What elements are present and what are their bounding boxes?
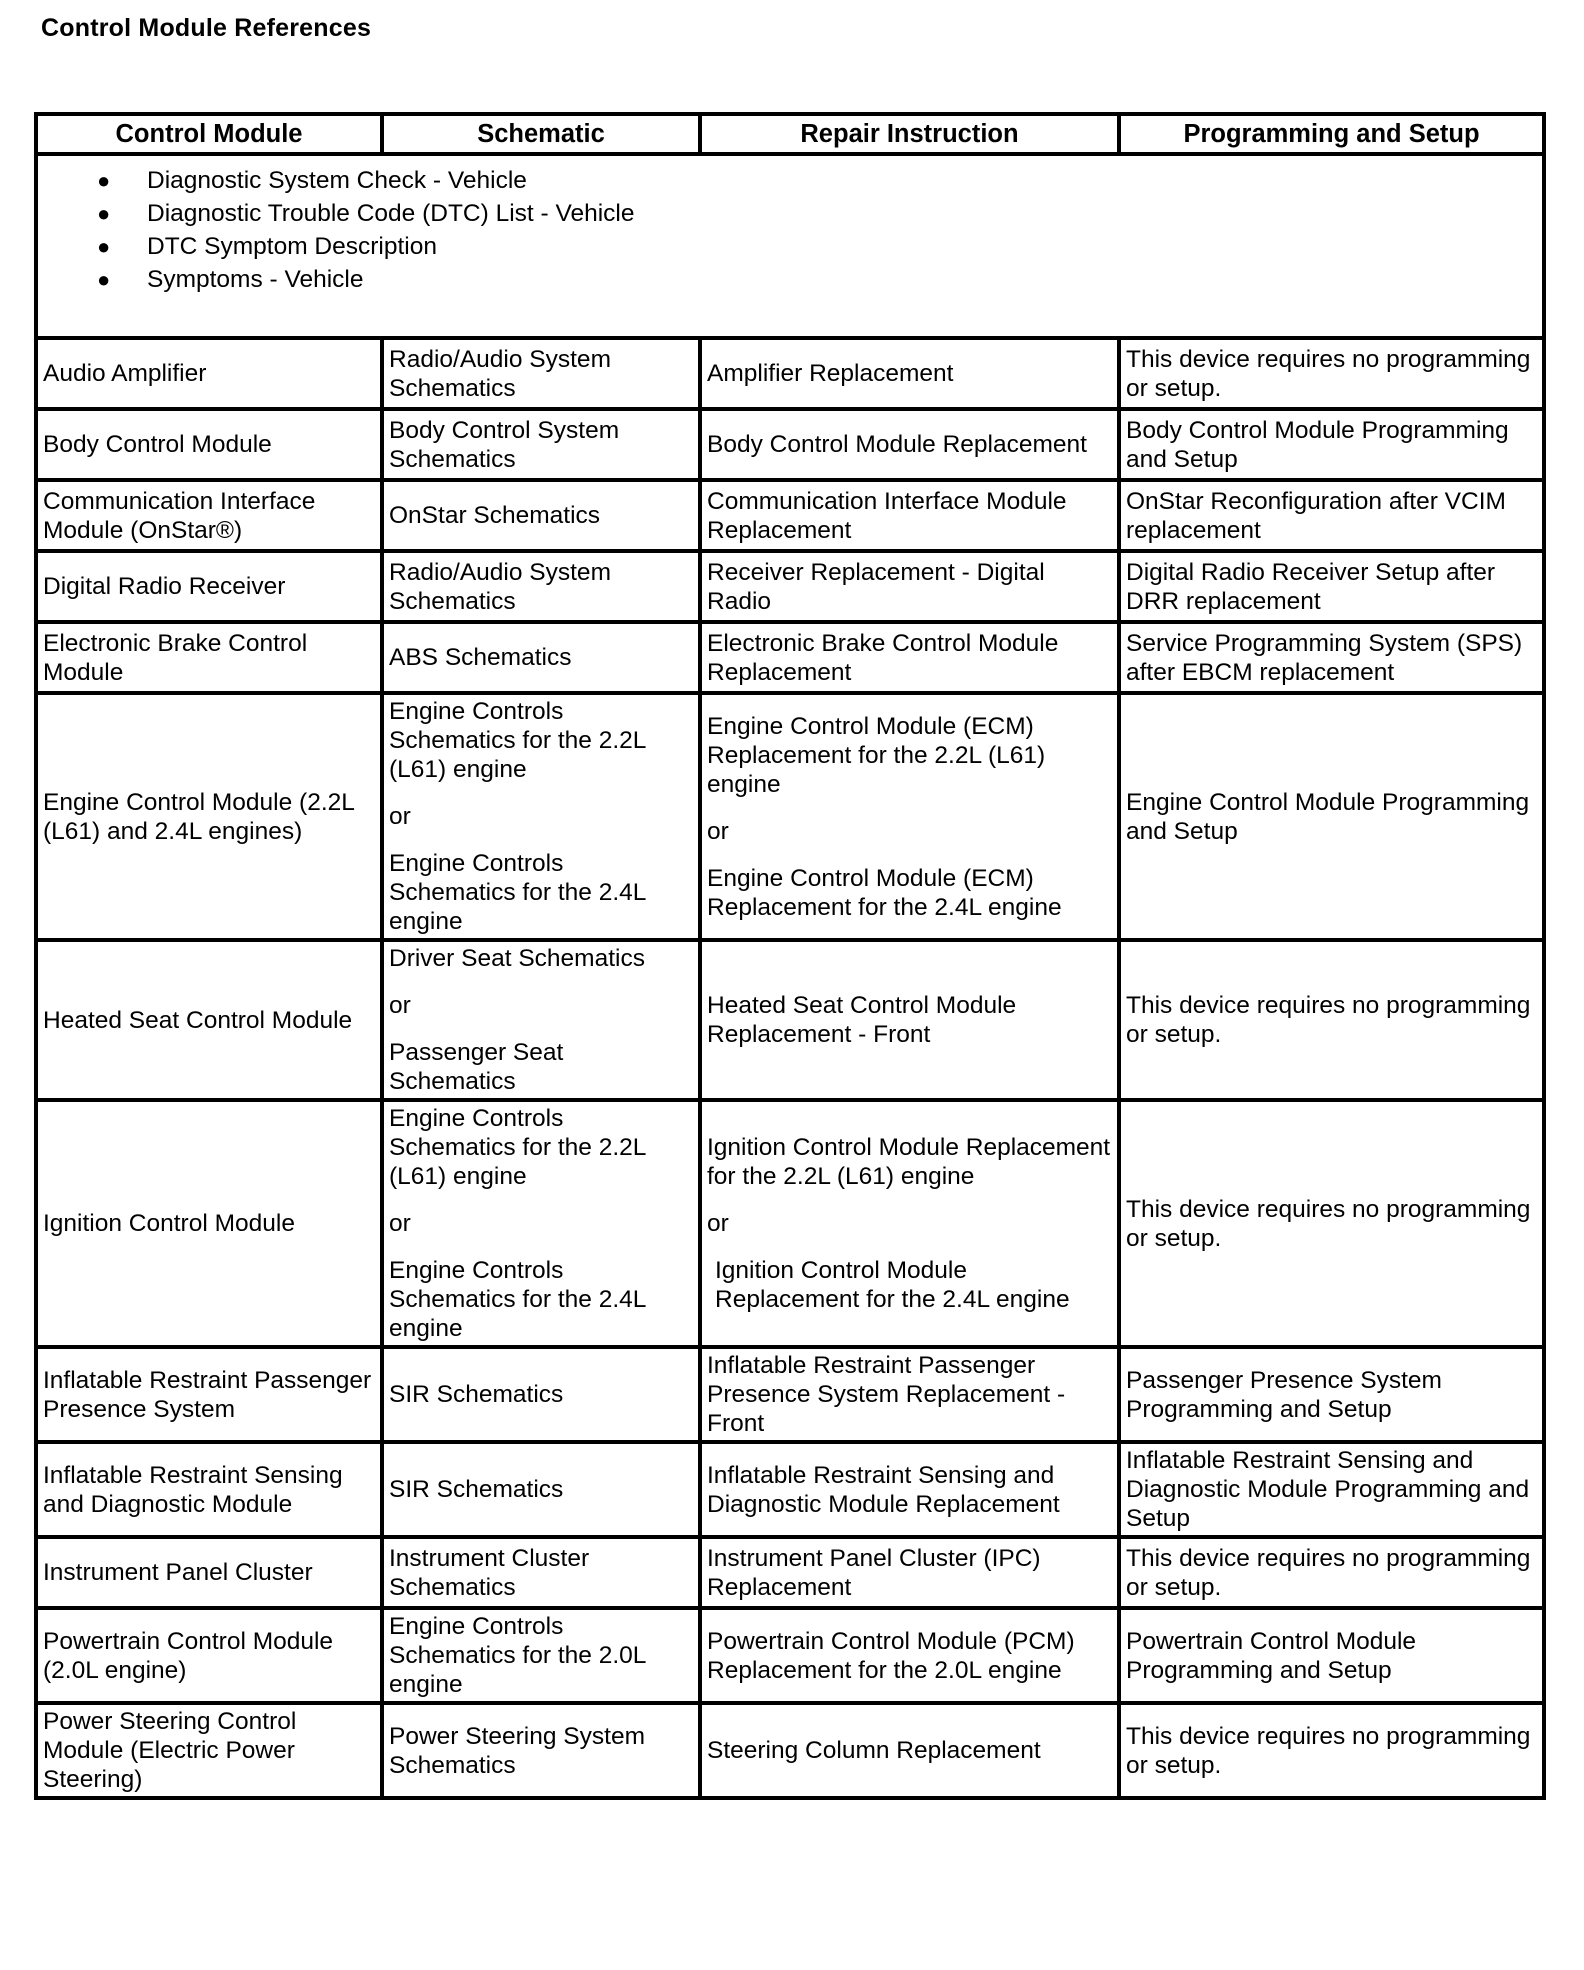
schematic-link[interactable]: Radio/Audio System Schematics: [382, 338, 700, 409]
intro-list: [43, 164, 1538, 296]
programming-cell: This device requires no programming or setup.: [1119, 1537, 1544, 1608]
repair-link[interactable]: Body Control Module Replacement: [700, 409, 1119, 480]
repair-link[interactable]: Engine Control Module (ECM) Replacement for the 2.4L engine: [707, 864, 1062, 921]
module-cell: Engine Control Module (2.2L (L61) and 2.4L engines): [36, 693, 382, 940]
module-cell: Body Control Module: [36, 409, 382, 480]
programming-link[interactable]: Inflatable Restraint Sensing and Diagnostic Module Programming and Setup: [1119, 1442, 1544, 1537]
or-text: or: [389, 992, 411, 1019]
table-row: [36, 1608, 1544, 1703]
programming-link[interactable]: Body Control Module Programming and Setup: [1119, 409, 1544, 480]
intro-item-text[interactable]: Symptoms - Vehicle: [147, 266, 364, 293]
schematic-link[interactable]: SIR Schematics: [382, 1442, 700, 1537]
bullet-icon: ●: [97, 201, 111, 226]
repair-cell: [700, 1100, 1119, 1347]
module-cell: Communication Interface Module (OnStar®): [36, 480, 382, 551]
repair-link[interactable]: Inflatable Restraint Sensing and Diagnostic Module Replacement: [700, 1442, 1119, 1537]
module-cell: Power Steering Control Module (Electric Power Steering): [36, 1703, 382, 1798]
repair-link[interactable]: Ignition Control Module Replacement for the 2.4L engine: [715, 1257, 1070, 1313]
repair-link[interactable]: Heated Seat Control Module Replacement - Front: [700, 940, 1119, 1100]
repair-link[interactable]: Steering Column Replacement: [700, 1703, 1119, 1798]
table-row: [36, 1537, 1544, 1608]
module-cell: Inflatable Restraint Sensing and Diagnostic Module: [36, 1442, 382, 1537]
repair-link[interactable]: Electronic Brake Control Module Replacement: [700, 622, 1119, 693]
programming-cell: This device requires no programming or setup.: [1119, 1703, 1544, 1798]
repair-link[interactable]: Amplifier Replacement: [700, 338, 1119, 409]
schematic-link[interactable]: Passenger Seat Schematics: [389, 1039, 564, 1095]
programming-link[interactable]: Service Programming System (SPS) after EBCM replacement: [1119, 622, 1544, 693]
intro-item[interactable]: [43, 263, 1538, 296]
table-row: [36, 1347, 1544, 1442]
programming-link[interactable]: Engine Control Module Programming and Setup: [1119, 693, 1544, 940]
schematic-link[interactable]: SIR Schematics: [382, 1347, 700, 1442]
repair-link[interactable]: Instrument Panel Cluster (IPC) Replacement: [700, 1537, 1119, 1608]
control-module-table: [34, 112, 1546, 1800]
schematic-link[interactable]: Body Control System Schematics: [382, 409, 700, 480]
table-row: [36, 1442, 1544, 1537]
table-row: [36, 940, 1544, 1100]
repair-link[interactable]: Inflatable Restraint Passenger Presence System Replacement - Front: [700, 1347, 1119, 1442]
programming-link[interactable]: Digital Radio Receiver Setup after DRR replacement: [1119, 551, 1544, 622]
module-cell: Inflatable Restraint Passenger Presence System: [36, 1347, 382, 1442]
bullet-icon: ●: [97, 168, 111, 193]
table-row: [36, 1100, 1544, 1347]
schematic-link[interactable]: Engine Controls Schematics for the 2.2L (L61) engine: [389, 1105, 646, 1190]
or-text: or: [389, 1210, 411, 1237]
table-row: [36, 1703, 1544, 1798]
programming-link[interactable]: OnStar Reconfiguration after VCIM replacement: [1119, 480, 1544, 551]
schematic-link[interactable]: Engine Controls Schematics for the 2.4L engine: [389, 850, 646, 935]
programming-cell: This device requires no programming or setup.: [1119, 1100, 1544, 1347]
table-row: [36, 693, 1544, 940]
module-cell: Electronic Brake Control Module: [36, 622, 382, 693]
intro-item-text[interactable]: DTC Symptom Description: [147, 233, 437, 260]
table-row: [36, 622, 1544, 693]
module-cell: Digital Radio Receiver: [36, 551, 382, 622]
or-text: or: [389, 803, 411, 830]
table-row: [36, 551, 1544, 622]
module-cell: Heated Seat Control Module: [36, 940, 382, 1100]
repair-link[interactable]: Ignition Control Module Replacement for the 2.2L (L61) engine: [707, 1134, 1111, 1190]
intro-item-text[interactable]: Diagnostic Trouble Code (DTC) List - Vehicle: [147, 200, 635, 227]
programming-link[interactable]: Powertrain Control Module Programming and Setup: [1119, 1608, 1544, 1703]
repair-link[interactable]: Engine Control Module (ECM) Replacement for the 2.2L (L61) engine: [707, 712, 1046, 798]
repair-link[interactable]: Receiver Replacement - Digital Radio: [700, 551, 1119, 622]
schematic-cell: [382, 940, 700, 1100]
header-repair-instruction: Repair Instruction: [700, 114, 1119, 154]
page-title: Control Module References: [41, 14, 372, 42]
or-text: or: [707, 817, 729, 845]
programming-cell: This device requires no programming or setup.: [1119, 940, 1544, 1100]
schematic-link[interactable]: Instrument Cluster Schematics: [382, 1537, 700, 1608]
schematic-link[interactable]: Power Steering System Schematics: [382, 1703, 700, 1798]
schematic-cell: [382, 693, 700, 940]
bullet-icon: ●: [97, 234, 111, 259]
schematic-link[interactable]: Radio/Audio System Schematics: [382, 551, 700, 622]
intro-item[interactable]: [43, 164, 1538, 197]
module-cell: Powertrain Control Module (2.0L engine): [36, 1608, 382, 1703]
header-programming-setup: Programming and Setup: [1119, 114, 1544, 154]
intro-cell: [36, 154, 1544, 338]
intro-item[interactable]: [43, 230, 1538, 263]
module-cell: Ignition Control Module: [36, 1100, 382, 1347]
schematic-link[interactable]: Engine Controls Schematics for the 2.0L engine: [382, 1608, 700, 1703]
bullet-icon: ●: [97, 267, 111, 292]
module-cell: Audio Amplifier: [36, 338, 382, 409]
schematic-link[interactable]: Engine Controls Schematics for the 2.2L (L61) engine: [389, 698, 646, 783]
intro-item-text[interactable]: Diagnostic System Check - Vehicle: [147, 167, 527, 194]
header-schematic: Schematic: [382, 114, 700, 154]
schematic-link[interactable]: Driver Seat Schematics: [389, 945, 645, 972]
module-cell: Instrument Panel Cluster: [36, 1537, 382, 1608]
schematic-cell: [382, 1100, 700, 1347]
schematic-link[interactable]: Engine Controls Schematics for the 2.4L engine: [389, 1257, 646, 1342]
table-row: [36, 338, 1544, 409]
repair-link[interactable]: Communication Interface Module Replacement: [700, 480, 1119, 551]
programming-link[interactable]: Passenger Presence System Programming and Setup: [1119, 1347, 1544, 1442]
repair-link[interactable]: Powertrain Control Module (PCM) Replacement for the 2.0L engine: [700, 1608, 1119, 1703]
intro-row: [36, 154, 1544, 338]
intro-item[interactable]: [43, 197, 1538, 230]
or-text: or: [707, 1210, 729, 1237]
header-control-module: Control Module: [36, 114, 382, 154]
table-header-row: [36, 114, 1544, 154]
schematic-link[interactable]: OnStar Schematics: [382, 480, 700, 551]
schematic-link[interactable]: ABS Schematics: [382, 622, 700, 693]
table-row: [36, 409, 1544, 480]
table-row: [36, 480, 1544, 551]
repair-cell: [700, 693, 1119, 940]
programming-cell: This device requires no programming or setup.: [1119, 338, 1544, 409]
